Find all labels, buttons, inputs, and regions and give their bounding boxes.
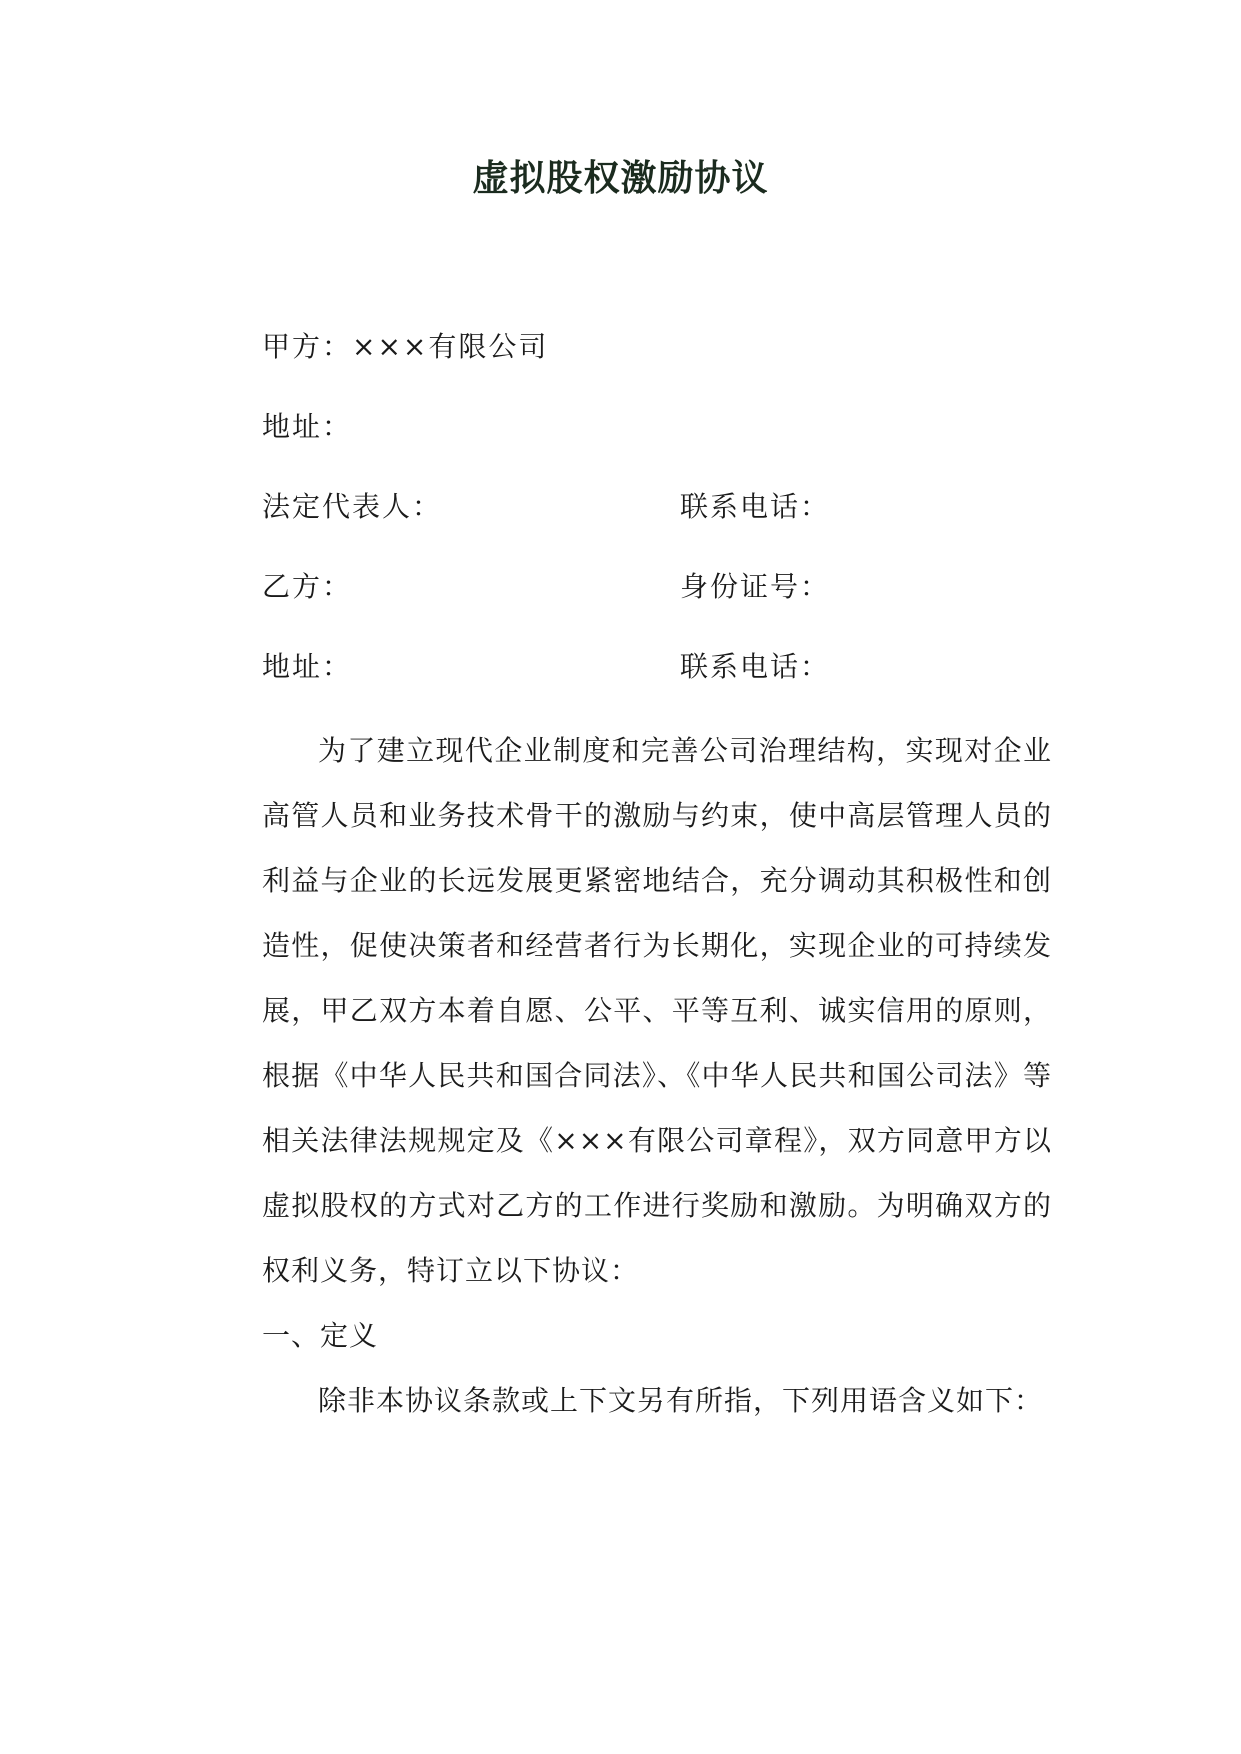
- document-title: 虚拟股权激励协议: [472, 157, 769, 199]
- party-a-name: 甲方：×××有限公司: [262, 330, 549, 363]
- party-b-phone: 联系电话：: [680, 650, 831, 683]
- intro-paragraph: 为了建立现代企业制度和完善公司治理结构，实现对企业高管人员和业务技术骨干的激励与约束，使中高层管理人员的利益与企业的长远发展更紧密地结合，充分调动其积极性和创造性，促使决策者和经营者行为长期化，实现企业的可持续发展，甲乙双方本着自愿、公平、平等互利、诚实信用的原则，根据《中华人民共和国合同法》、《中华人民共和国公司法》等相关法律法规规定及《×××有限公司章程》，双方同意甲方以虚拟股权的方式对乙方的工作进行奖励和激励。为明确双方的权利义务，特订立以下协议：: [262, 734, 1052, 1287]
- section-heading-definitions: 一、定义: [262, 1319, 379, 1352]
- party-a-phone: 联系电话：: [680, 490, 831, 523]
- party-b-id-number: 身份证号：: [680, 570, 831, 603]
- agreement-body: [262, 718, 1052, 1433]
- party-b-address: 地址：: [262, 650, 353, 683]
- party-b-name: 乙方：: [262, 570, 353, 603]
- party-a-legal-representative: 法定代表人：: [262, 490, 443, 523]
- party-a-address: 地址：: [262, 410, 353, 443]
- definitions-intro-text: 除非本协议条款或上下文另有所指，下列用语含义如下：: [318, 1384, 1044, 1417]
